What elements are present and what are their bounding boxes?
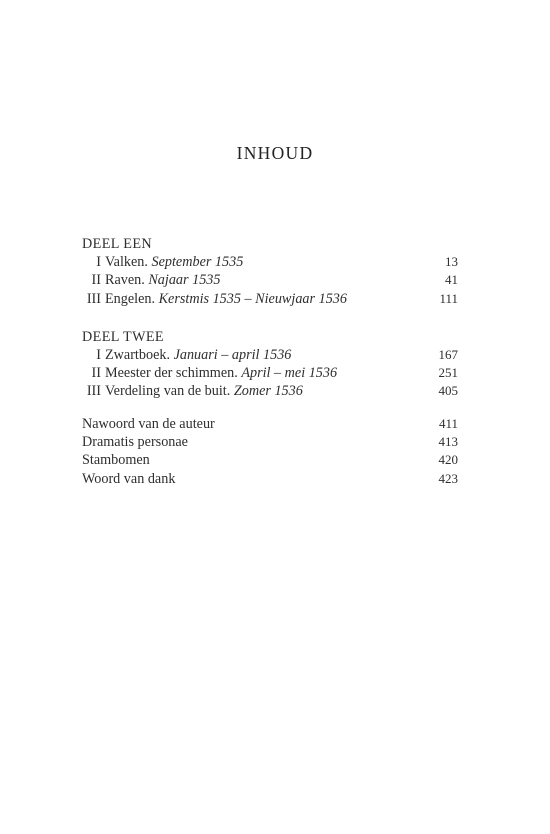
toc-entry[interactable] [82, 253, 458, 271]
page-number: 111 [439, 290, 458, 306]
toc-entry[interactable] [82, 382, 458, 400]
chapter-subtitle: Januari – april 1536 [173, 346, 292, 363]
chapter-title: Verdeling van de buit. Zomer 1536 [105, 383, 303, 400]
chapter-number: I [96, 254, 101, 270]
chapter-number: III [86, 383, 101, 400]
part-heading: DEEL EEN [82, 236, 153, 252]
page-number: 423 [438, 470, 458, 486]
chapter-title: Valken. September 1535 [105, 254, 244, 270]
chapter-subtitle: April – mei 1536 [241, 365, 338, 382]
chapter-title: Meester der schimmen. April – mei 1536 [105, 365, 338, 382]
entry-title: Dramatis personae [82, 434, 188, 451]
chapter-number: I [96, 346, 101, 363]
toc-entry[interactable] [82, 271, 458, 289]
chapter-title: Raven. Najaar 1535 [105, 272, 221, 289]
chapter-subtitle: September 1535 [151, 254, 244, 270]
entry-title: Woord van dank [82, 470, 176, 487]
toc-entry[interactable] [82, 415, 458, 433]
chapter-number: II [91, 365, 101, 382]
chapter-title: Zwartboek. Januari – april 1536 [105, 346, 292, 363]
chapter-title: Engelen. Kerstmis 1535 – Nieuwjaar 1536 [105, 290, 347, 307]
page-number: 41 [445, 272, 458, 288]
chapter-number: III [86, 290, 101, 307]
spacer [82, 401, 458, 415]
page-number: 167 [438, 346, 458, 362]
toc-entry[interactable] [82, 433, 458, 451]
toc-entry[interactable] [82, 346, 458, 364]
chapter-subtitle: Kerstmis 1535 – Nieuwjaar 1536 [158, 290, 347, 307]
page-number: 420 [438, 452, 458, 468]
toc-entry[interactable] [82, 364, 458, 382]
page-number: 13 [445, 254, 458, 269]
part-deel-een [82, 235, 458, 308]
back-matter [82, 415, 458, 488]
part-heading: DEEL TWEE [82, 328, 164, 345]
page-number: 405 [438, 383, 458, 399]
page-title: INHOUD [236, 143, 314, 163]
chapter-subtitle: Zomer 1536 [233, 383, 303, 400]
chapter-number: II [91, 272, 101, 289]
page-number: 413 [438, 434, 458, 450]
entry-title: Nawoord van de auteur [82, 415, 215, 432]
chapter-subtitle: Najaar 1535 [148, 272, 221, 289]
page-number: 411 [438, 415, 458, 431]
table-of-contents [82, 235, 458, 488]
toc-entry[interactable] [82, 451, 458, 469]
part-deel-twee [82, 328, 458, 401]
spacer [82, 308, 458, 328]
toc-entry[interactable] [82, 470, 458, 488]
page-number: 251 [438, 365, 458, 381]
toc-entry[interactable] [82, 290, 458, 308]
entry-title: Stambomen [82, 452, 150, 469]
